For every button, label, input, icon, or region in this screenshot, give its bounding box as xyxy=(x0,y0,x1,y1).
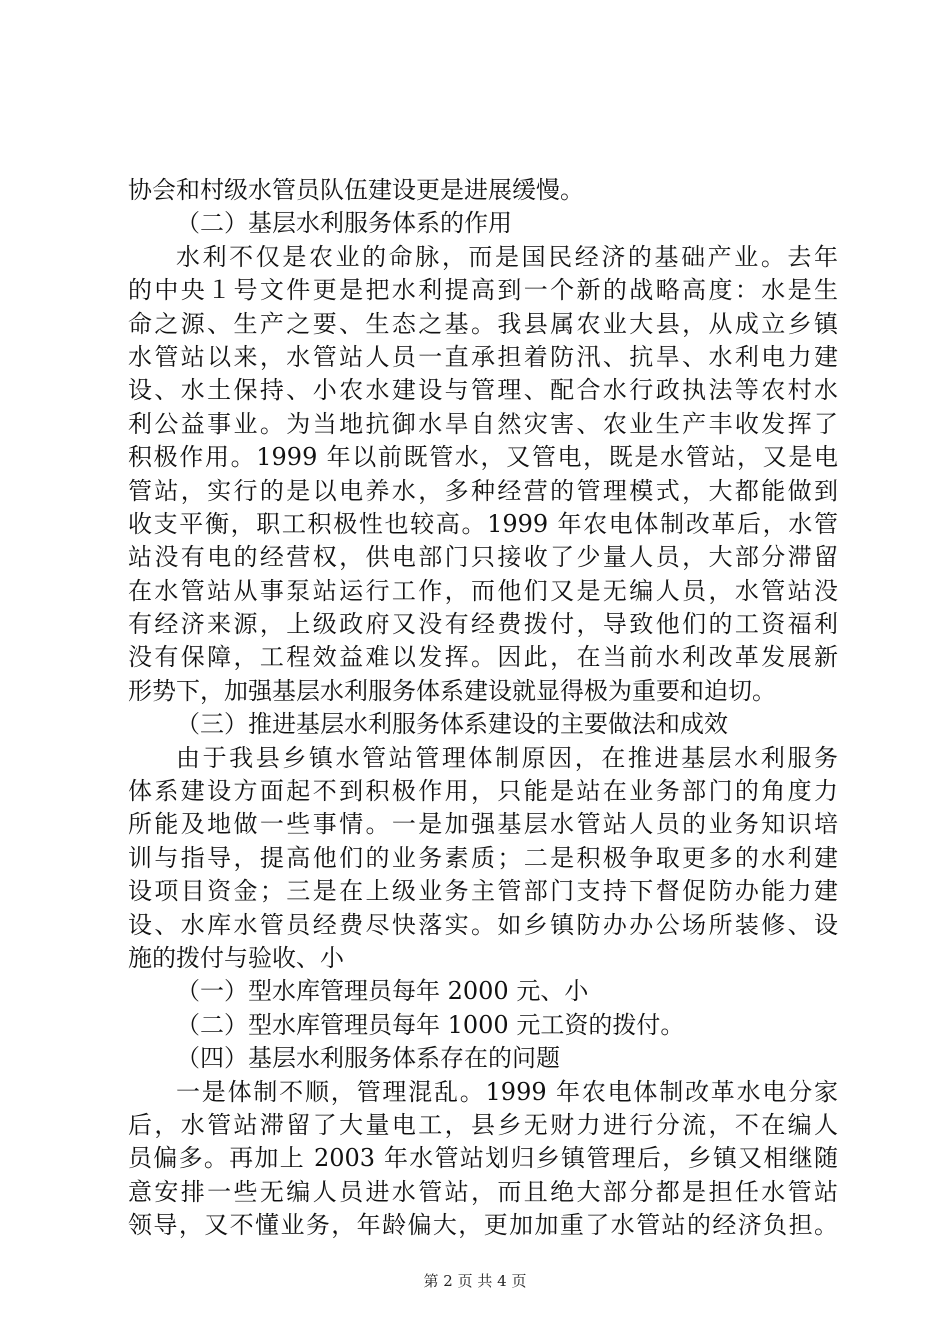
text-line: 协会和村级水管员队伍建设更是进展缓慢。 xyxy=(128,176,584,204)
text-line: 所能及地做一些事情。一是加强基层水管站人员的业务知识培 xyxy=(128,810,838,839)
text-line: 施的拨付与验收、小 xyxy=(128,943,344,972)
text-line: 利公益事业。为当地抗御水旱自然灾害、农业生产丰收发挥了 xyxy=(128,409,838,438)
text-line: 形势下，加强基层水利服务体系建设就显得极为重要和迫切。 xyxy=(128,676,776,705)
text-line: 没有保障，工程效益难以发挥。因此，在当前水利改革发展新 xyxy=(128,643,838,672)
text-line: （四）基层水利服务体系存在的问题 xyxy=(176,1044,560,1073)
text-line: 后，水管站滞留了大量电工，县乡无财力进行分流，不在编人 xyxy=(128,1110,838,1139)
text-line: 体系建设方面起不到积极作用，只能是站在业务部门的角度力 xyxy=(128,777,838,806)
text-line: 训与指导，提高他们的业务素质；二是积极争取更多的水利建 xyxy=(128,843,838,872)
text-line: 设项目资金；三是在上级业务主管部门支持下督促防办能力建 xyxy=(128,877,838,906)
text-line: 一是体制不顺，管理混乱。1999 年农电体制改革水电分家 xyxy=(176,1077,838,1106)
page-footer: 第 2 页 共 4 页 xyxy=(423,1272,527,1290)
text-line: 设、水库水管员经费尽快落实。如乡镇防办办公场所装修、设 xyxy=(128,910,838,939)
text-line: 员偏多。再加上 2003 年水管站划归乡镇管理后，乡镇又相继随 xyxy=(128,1144,838,1173)
text-line: 管站，实行的是以电养水，多种经营的管理模式，大都能做到 xyxy=(128,476,838,505)
text-line: 水管站以来，水管站人员一直承担着防汛、抗旱、水利电力建 xyxy=(128,342,838,371)
text-line: 的中央１号文件更是把水利提高到一个新的战略高度：水是生 xyxy=(128,276,838,305)
text-line: 设、水土保持、小农水建设与管理、配合水行政执法等农村水 xyxy=(128,376,838,405)
text-line: 站没有电的经营权，供电部门只接收了少量人员，大部分滞留 xyxy=(128,543,838,572)
text-line: （二）型水库管理员每年 1000 元工资的拨付。 xyxy=(176,1010,685,1039)
text-line: 收支平衡，职工积极性也较高。1999 年农电体制改革后，水管 xyxy=(128,509,838,538)
text-line: （二）基层水利服务体系的作用 xyxy=(176,209,512,238)
text-line: 由于我县乡镇水管站管理体制原因，在推进基层水利服务 xyxy=(176,743,838,772)
text-line: 意安排一些无编人员进水管站，而且绝大部分都是担任水管站 xyxy=(128,1177,838,1206)
text-line: （三）推进基层水利服务体系建设的主要做法和成效 xyxy=(176,710,728,739)
text-line: 在水管站从事泵站运行工作，而他们又是无编人员，水管站没 xyxy=(128,576,838,605)
text-line: （一）型水库管理员每年 2000 元、小 xyxy=(176,977,589,1006)
text-line: 有经济来源，上级政府又没有经费拨付，导致他们的工资福利 xyxy=(128,610,838,639)
document-body xyxy=(128,174,838,1243)
text-line: 命之源、生产之要、生态之基。我县属农业大县，从成立乡镇 xyxy=(128,309,838,338)
text-line: 领导，又不懂业务，年龄偏大，更加加重了水管站的经济负担。 xyxy=(128,1211,838,1240)
text-line: 积极作用。1999 年以前既管水，又管电，既是水管站，又是电 xyxy=(128,443,838,472)
text-line: 水利不仅是农业的命脉，而是国民经济的基础产业。去年 xyxy=(176,242,838,271)
